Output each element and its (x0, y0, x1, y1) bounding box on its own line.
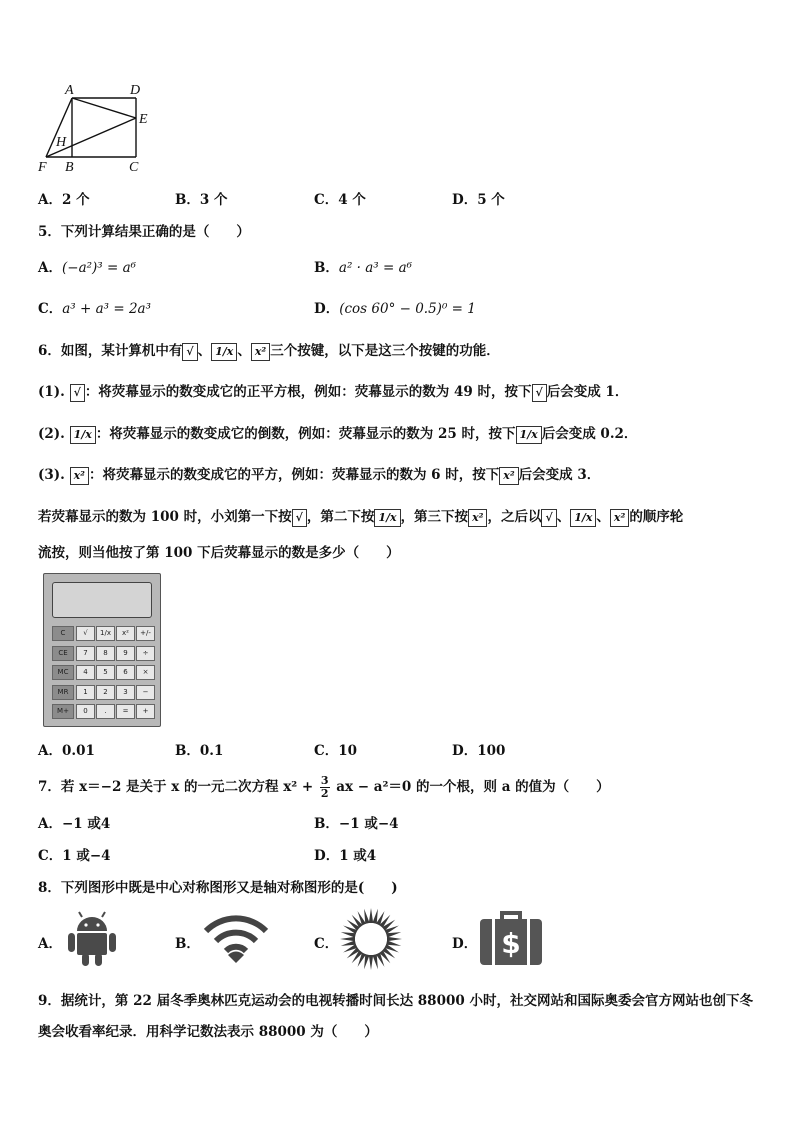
q5-option-c-math: a³ + a³ = 2a³ (62, 301, 152, 317)
geometry-figure (34, 80, 164, 175)
q9-line-1: 9．据统计，第 22 届冬季奥林匹克运动会的电视转播时间长达 88000 小时，社交网站和国际奥委会官方网站也创下冬 (38, 993, 753, 1009)
q6-option-d: D．100 (452, 743, 506, 759)
square-key-icon: x² (499, 467, 518, 485)
briefcase-dollar-icon (478, 909, 544, 967)
label-h: H (56, 135, 67, 150)
label-d: D (130, 83, 141, 98)
q4-option-c: C．4 个 (314, 192, 366, 208)
label-e: E (139, 112, 148, 127)
calculator-key: 8 (96, 646, 115, 661)
q6-item-3-suffix: 后会变成 3． (518, 467, 601, 483)
q6-paragraph-line-2: 流按，则当他按了第 100 下后荧幕显示的数是多少（ ） (38, 545, 400, 561)
q5-option-a (38, 256, 136, 276)
calculator-key: . (96, 704, 115, 719)
calculator-key: 2 (96, 685, 115, 700)
separator: 、 (556, 509, 571, 525)
q7-stem (38, 775, 610, 800)
sunburst-ray (340, 937, 355, 941)
calculator-key: ÷ (136, 646, 155, 661)
q7-option-b: B．−1 或−4 (314, 816, 399, 832)
q7-option-a: A．−1 或4 (38, 816, 111, 832)
q5-option-b-label: B． (314, 260, 339, 276)
q6-item-3-text: ：将荧幕显示的数变成它的平方，例如：荧幕显示的数为 6 时，按下 (88, 467, 500, 483)
q4-option-a: A．2 个 (38, 192, 90, 208)
q6-item-2-text: ：将荧幕显示的数变成它的倒数，例如：荧幕显示的数为 25 时，按下 (95, 426, 516, 442)
reciprocal-key-icon: 1/x (516, 426, 542, 444)
calculator-key: 9 (116, 646, 135, 661)
reciprocal-key-icon: 1/x (211, 343, 237, 361)
q6-item-3 (38, 463, 600, 485)
label-b: B (65, 160, 74, 175)
calculator-key: MR (52, 685, 74, 700)
q7-stem-part-2: ax − a²＝0 的一个根，则 a 的值为（ ） (336, 779, 610, 795)
q6-stem (38, 339, 500, 361)
square-key-icon: x² (610, 509, 629, 527)
q5-option-d (314, 297, 476, 317)
q8-option-d-label: D． (452, 936, 478, 952)
calculator-key: x² (116, 626, 135, 641)
q5-option-d-label: D． (314, 301, 340, 317)
svg-text:$: $ (501, 927, 521, 960)
separator: 、 (197, 343, 212, 359)
q5-option-c-label: C． (38, 301, 63, 317)
q6-item-2-suffix: 后会变成 0.2． (541, 426, 638, 442)
calculator-key: − (136, 685, 155, 700)
calculator-key: 0 (76, 704, 95, 719)
q6-option-a: A．0.01 (38, 743, 95, 759)
calculator-key: + (136, 704, 155, 719)
q9-line-2: 奥会收看率纪录．用科学记数法表示 88000 为（ ） (38, 1024, 378, 1040)
reciprocal-key-icon: 1/x (374, 509, 400, 527)
q6-item-1 (38, 380, 628, 402)
sunburst-ray (369, 908, 373, 923)
q6-stem-prefix: 6．如图，某计算机中有 (38, 343, 183, 359)
wifi-icon (202, 913, 270, 965)
calculator-image (43, 573, 161, 727)
sqrt-key-icon: √ (292, 509, 307, 527)
q7-stem-part-1: 7．若 x＝−2 是关于 x 的一元二次方程 x² + (38, 779, 314, 795)
sqrt-key-icon: √ (182, 343, 197, 361)
q6-para-part-2: ，第二下按 (306, 509, 375, 525)
reciprocal-key-icon: 1/x (570, 509, 596, 527)
q7-option-c: C．1 或−4 (38, 848, 111, 864)
q8-option-b-label: B． (175, 936, 200, 952)
q7-option-d: D．1 或4 (314, 848, 377, 864)
q6-item-1-text: ：将荧幕显示的数变成它的正平方根，例如：荧幕显示的数为 49 时，按下 (84, 384, 532, 400)
calculator-key: 5 (96, 665, 115, 680)
calculator-screen (52, 582, 152, 618)
sunburst-ray (387, 937, 402, 941)
calculator-key: 1/x (96, 626, 115, 641)
q6-item-2 (38, 422, 637, 444)
q6-paragraph-line-1 (38, 505, 683, 527)
q8-stem: 8．下列图形中既是中心对称图形又是轴对称图形的是( ) (38, 880, 398, 896)
q5-option-c (38, 297, 151, 317)
q7-fraction-denominator: 2 (320, 787, 329, 800)
q5-option-b-math: a² · a³ = a⁶ (338, 260, 413, 276)
q6-item-1-prefix: (1). (38, 384, 65, 400)
sqrt-key-icon: √ (532, 384, 547, 402)
sunburst-icon (338, 906, 404, 972)
sunburst-ray (369, 955, 373, 970)
reciprocal-key-icon: 1/x (70, 426, 96, 444)
calculator-key: × (136, 665, 155, 680)
q4-option-d: D．5 个 (452, 192, 505, 208)
q6-stem-suffix: 三个按键，以下是这三个按键的功能． (270, 343, 500, 359)
calculator-key: = (116, 704, 135, 719)
q4-option-b: B．3 个 (175, 192, 228, 208)
q7-fraction-numerator: 3 (320, 774, 329, 787)
calculator-key: √ (76, 626, 95, 641)
q8-option-a-label: A． (38, 936, 62, 952)
q6-para-part-5: 的顺序轮 (629, 509, 684, 525)
calculator-key: M+ (52, 704, 74, 719)
calculator-key: 3 (116, 685, 135, 700)
q6-para-part-3: ，第三下按 (400, 509, 469, 525)
label-c: C (129, 160, 139, 175)
q6-para-part-4: ，之后以 (487, 509, 542, 525)
q6-option-c: C．10 (314, 743, 358, 759)
q6-item-3-prefix: (3). (38, 467, 65, 483)
calculator-key: +/- (136, 626, 155, 641)
q7-fraction (320, 775, 330, 800)
calculator-key: 1 (76, 685, 95, 700)
q6-item-2-prefix: (2). (38, 426, 65, 442)
square-key-icon: x² (468, 509, 487, 527)
q5-option-b (314, 256, 412, 276)
label-a: A (65, 83, 74, 98)
calculator-key: 6 (116, 665, 135, 680)
q6-option-b: B．0.1 (175, 743, 224, 759)
calculator-key: C (52, 626, 74, 641)
q5-option-a-math: (−a²)³ = a⁶ (61, 260, 137, 276)
square-key-icon: x² (70, 467, 89, 485)
q6-item-1-suffix: 后会变成 1． (546, 384, 629, 400)
calculator-key: CE (52, 646, 74, 661)
q8-option-c-label: C． (314, 936, 339, 952)
q5-stem: 5．下列计算结果正确的是（ ） (38, 224, 250, 240)
sqrt-key-icon: √ (70, 384, 85, 402)
q5-option-a-label: A． (38, 260, 62, 276)
separator: 、 (596, 509, 610, 525)
square-key-icon: x² (251, 343, 270, 361)
label-f: F (38, 160, 47, 175)
sqrt-key-icon: √ (541, 509, 556, 527)
android-icon (66, 911, 118, 967)
separator: 、 (237, 343, 251, 359)
q5-option-d-math: (cos 60° − 0.5)⁰ = 1 (339, 301, 476, 317)
calculator-key: 7 (76, 646, 95, 661)
calculator-key: MC (52, 665, 74, 680)
calculator-key: 4 (76, 665, 95, 680)
q6-para-part-1: 若荧幕显示的数为 100 时，小刘第一下按 (38, 509, 292, 525)
